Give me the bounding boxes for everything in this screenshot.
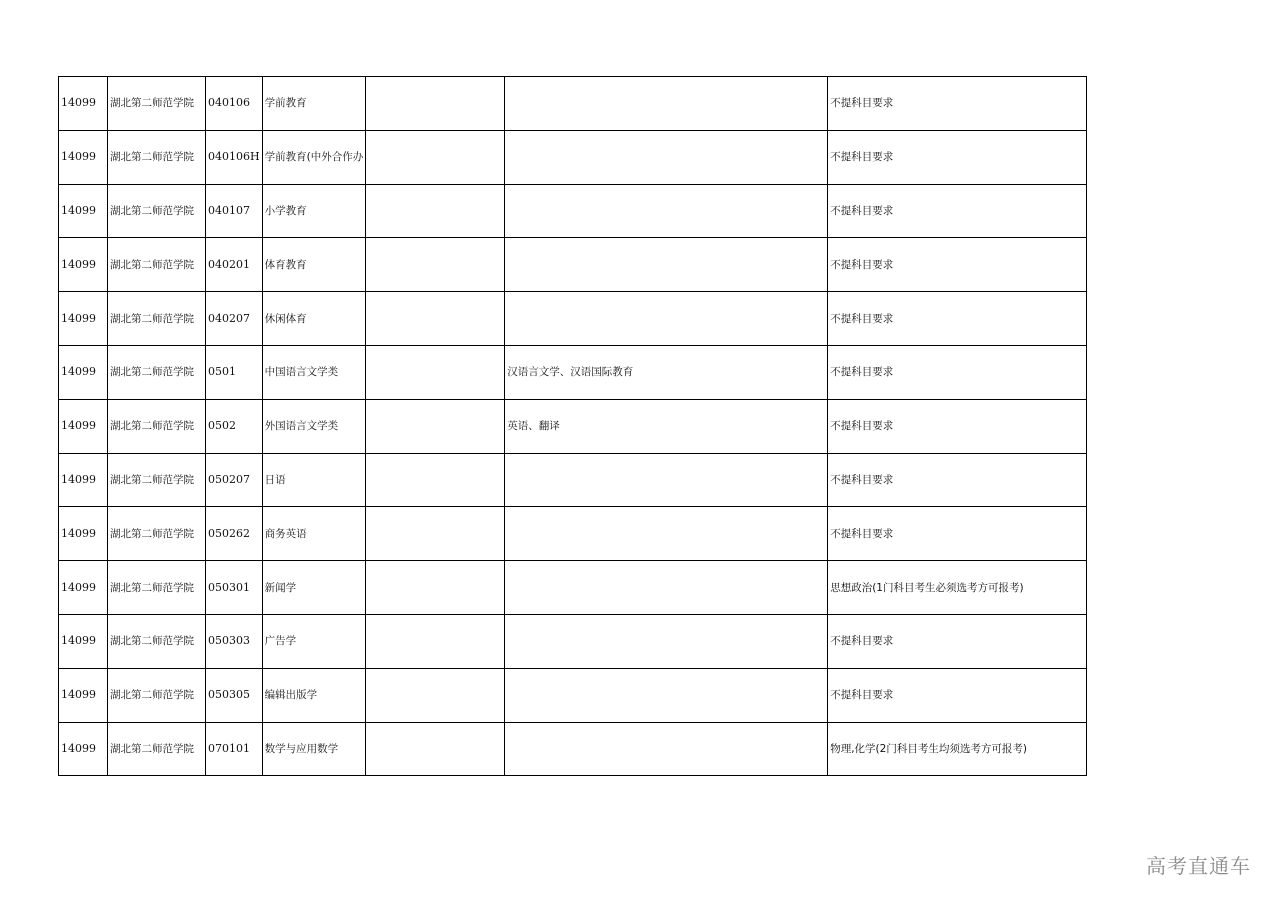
institution-code-cell: 14099 xyxy=(59,238,108,292)
major-code-cell: 040107 xyxy=(206,184,263,238)
table-row xyxy=(59,238,1087,292)
institution-code-cell: 14099 xyxy=(59,345,108,399)
major-code-cell: 050305 xyxy=(206,668,263,722)
major-code-cell: 050301 xyxy=(206,561,263,615)
empty-cell xyxy=(366,77,505,131)
table-row xyxy=(59,77,1087,131)
included-majors-cell xyxy=(505,561,828,615)
empty-cell xyxy=(366,345,505,399)
institution-name-cell: 湖北第二师范学院 xyxy=(108,292,206,346)
included-majors-cell xyxy=(505,292,828,346)
empty-cell xyxy=(366,507,505,561)
subject-requirement-cell: 不提科目要求 xyxy=(828,292,1087,346)
empty-cell xyxy=(366,722,505,776)
major-code-cell: 040106 xyxy=(206,77,263,131)
major-name-cell: 数学与应用数学 xyxy=(262,722,366,776)
empty-cell xyxy=(366,399,505,453)
empty-cell xyxy=(366,184,505,238)
major-code-cell: 050262 xyxy=(206,507,263,561)
included-majors-cell xyxy=(505,77,828,131)
major-name-cell: 中国语言文学类 xyxy=(262,345,366,399)
institution-name-cell: 湖北第二师范学院 xyxy=(108,507,206,561)
institution-code-cell: 14099 xyxy=(59,561,108,615)
major-name-cell: 小学教育 xyxy=(262,184,366,238)
major-code-cell: 040201 xyxy=(206,238,263,292)
institution-code-cell: 14099 xyxy=(59,184,108,238)
subject-requirement-cell: 不提科目要求 xyxy=(828,507,1087,561)
major-name-cell: 学前教育(中外合作办 xyxy=(262,130,366,184)
included-majors-cell: 英语、翻译 xyxy=(505,399,828,453)
table-row xyxy=(59,561,1087,615)
subject-requirement-cell: 不提科目要求 xyxy=(828,130,1087,184)
major-code-cell: 0501 xyxy=(206,345,263,399)
empty-cell xyxy=(366,238,505,292)
included-majors-cell xyxy=(505,453,828,507)
included-majors-cell xyxy=(505,668,828,722)
empty-cell xyxy=(366,614,505,668)
included-majors-cell xyxy=(505,130,828,184)
institution-code-cell: 14099 xyxy=(59,453,108,507)
major-code-cell: 050207 xyxy=(206,453,263,507)
major-name-cell: 日语 xyxy=(262,453,366,507)
institution-name-cell: 湖北第二师范学院 xyxy=(108,668,206,722)
institution-name-cell: 湖北第二师范学院 xyxy=(108,77,206,131)
included-majors-cell xyxy=(505,507,828,561)
major-name-cell: 商务英语 xyxy=(262,507,366,561)
admission-requirements-table xyxy=(58,76,1087,776)
major-code-cell: 040106H xyxy=(206,130,263,184)
institution-code-cell: 14099 xyxy=(59,668,108,722)
institution-code-cell: 14099 xyxy=(59,507,108,561)
empty-cell xyxy=(366,561,505,615)
table-body xyxy=(59,77,1087,776)
included-majors-cell xyxy=(505,722,828,776)
empty-cell xyxy=(366,292,505,346)
included-majors-cell xyxy=(505,184,828,238)
major-name-cell: 新闻学 xyxy=(262,561,366,615)
major-code-cell: 050303 xyxy=(206,614,263,668)
table-row xyxy=(59,614,1087,668)
institution-name-cell: 湖北第二师范学院 xyxy=(108,399,206,453)
table-row xyxy=(59,399,1087,453)
subject-requirement-cell: 不提科目要求 xyxy=(828,184,1087,238)
table-row xyxy=(59,184,1087,238)
subject-requirement-cell: 不提科目要求 xyxy=(828,345,1087,399)
institution-name-cell: 湖北第二师范学院 xyxy=(108,238,206,292)
institution-name-cell: 湖北第二师范学院 xyxy=(108,722,206,776)
table-row xyxy=(59,453,1087,507)
major-name-cell: 广告学 xyxy=(262,614,366,668)
subject-requirement-cell: 不提科目要求 xyxy=(828,453,1087,507)
major-name-cell: 外国语言文学类 xyxy=(262,399,366,453)
subject-requirement-cell: 思想政治(1门科目考生必须选考方可报考) xyxy=(828,561,1087,615)
institution-code-cell: 14099 xyxy=(59,614,108,668)
major-name-cell: 体育教育 xyxy=(262,238,366,292)
institution-code-cell: 14099 xyxy=(59,722,108,776)
major-name-cell: 学前教育 xyxy=(262,77,366,131)
subject-requirement-cell: 物理,化学(2门科目考生均须选考方可报考) xyxy=(828,722,1087,776)
table-row xyxy=(59,345,1087,399)
table-row xyxy=(59,507,1087,561)
institution-code-cell: 14099 xyxy=(59,130,108,184)
empty-cell xyxy=(366,453,505,507)
empty-cell xyxy=(366,130,505,184)
subject-requirement-cell: 不提科目要求 xyxy=(828,399,1087,453)
included-majors-cell xyxy=(505,238,828,292)
institution-name-cell: 湖北第二师范学院 xyxy=(108,130,206,184)
included-majors-cell: 汉语言文学、汉语国际教育 xyxy=(505,345,828,399)
major-name-cell: 休闲体育 xyxy=(262,292,366,346)
institution-name-cell: 湖北第二师范学院 xyxy=(108,453,206,507)
table-row xyxy=(59,668,1087,722)
subject-requirement-cell: 不提科目要求 xyxy=(828,668,1087,722)
subject-requirement-cell: 不提科目要求 xyxy=(828,614,1087,668)
table-row xyxy=(59,292,1087,346)
institution-name-cell: 湖北第二师范学院 xyxy=(108,345,206,399)
institution-name-cell: 湖北第二师范学院 xyxy=(108,184,206,238)
table-row xyxy=(59,722,1087,776)
subject-requirement-cell: 不提科目要求 xyxy=(828,77,1087,131)
institution-name-cell: 湖北第二师范学院 xyxy=(108,561,206,615)
empty-cell xyxy=(366,668,505,722)
table-row xyxy=(59,130,1087,184)
major-code-cell: 070101 xyxy=(206,722,263,776)
watermark-logo: 高考直通车 xyxy=(1146,854,1251,878)
subject-requirement-cell: 不提科目要求 xyxy=(828,238,1087,292)
institution-code-cell: 14099 xyxy=(59,292,108,346)
major-code-cell: 0502 xyxy=(206,399,263,453)
included-majors-cell xyxy=(505,614,828,668)
major-code-cell: 040207 xyxy=(206,292,263,346)
institution-name-cell: 湖北第二师范学院 xyxy=(108,614,206,668)
institution-code-cell: 14099 xyxy=(59,399,108,453)
institution-code-cell: 14099 xyxy=(59,77,108,131)
major-name-cell: 编辑出版学 xyxy=(262,668,366,722)
